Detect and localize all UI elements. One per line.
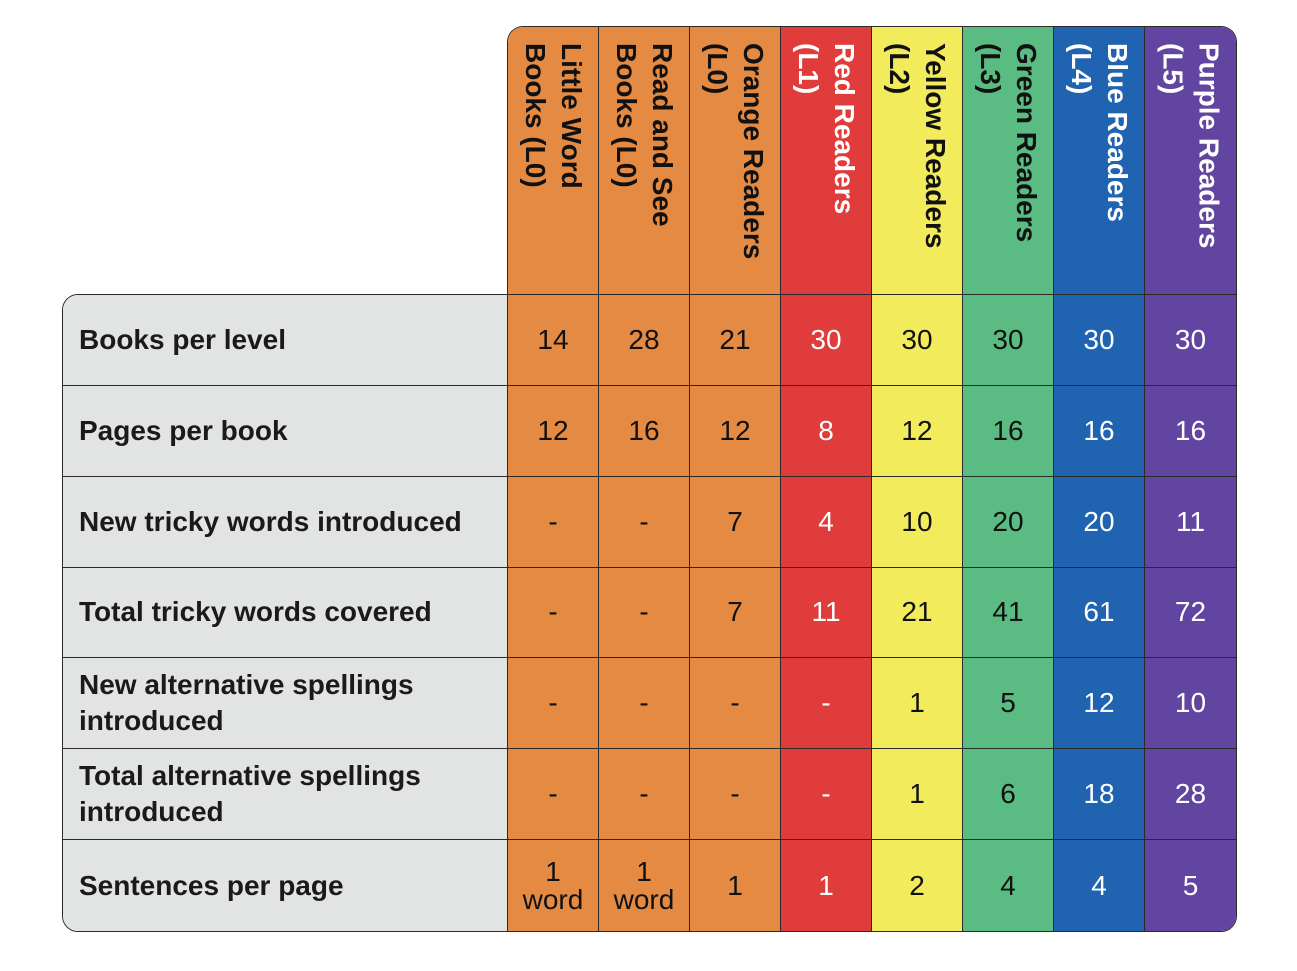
table-cell: 1: [872, 749, 963, 840]
row-label: New alternative spellings introduced: [63, 658, 508, 749]
column-header-label: Yellow Readers (L2): [884, 43, 951, 249]
table-cell: -: [508, 658, 599, 749]
table-cell: 12: [872, 386, 963, 477]
table-cell: -: [599, 568, 690, 659]
table-cell: -: [508, 568, 599, 659]
column-header-red-readers: [781, 27, 872, 294]
table-cell: 14: [508, 295, 599, 386]
column-header-read-and-see-books: [599, 27, 690, 294]
table-cell: 21: [690, 295, 781, 386]
column-header-green-readers: [963, 27, 1054, 294]
table-cell: 12: [508, 386, 599, 477]
table-cell: -: [690, 749, 781, 840]
column-header-label: Purple Readers (L5): [1157, 43, 1225, 249]
table-cell: 16: [963, 386, 1054, 477]
table-cell: 41: [963, 568, 1054, 659]
table-cell: -: [599, 658, 690, 749]
table-cell: 30: [963, 295, 1054, 386]
table-cell: -: [781, 749, 872, 840]
column-header-blue-readers: [1054, 27, 1145, 294]
table-cell: -: [599, 749, 690, 840]
table-cell: 1 word: [508, 840, 599, 931]
table-cell: 20: [963, 477, 1054, 568]
column-header-yellow-readers: [872, 27, 963, 294]
table-cell: -: [599, 477, 690, 568]
table-cell: 18: [1054, 749, 1145, 840]
column-header-label: Little Word Books (L0): [520, 43, 587, 189]
table-cell: 30: [872, 295, 963, 386]
table-cell: 8: [781, 386, 872, 477]
table-cell: 5: [963, 658, 1054, 749]
table-cell: 1: [872, 658, 963, 749]
column-header-orange-readers: [690, 27, 781, 294]
table-cell: 7: [690, 477, 781, 568]
table-cell: 4: [781, 477, 872, 568]
table-cell: 7: [690, 568, 781, 659]
table-cell: 10: [872, 477, 963, 568]
table-cell: 12: [690, 386, 781, 477]
column-header-label: Green Readers (L3): [975, 43, 1042, 243]
row-label: Books per level: [63, 295, 508, 386]
table-cell: 16: [1054, 386, 1145, 477]
table-cell: 6: [963, 749, 1054, 840]
table-cell: 1: [781, 840, 872, 931]
row-label: Pages per book: [63, 386, 508, 477]
table-cell: 1 word: [599, 840, 690, 931]
column-header-label: Orange Readers (L0): [702, 43, 769, 260]
table-cell: 30: [781, 295, 872, 386]
table-cell: 16: [599, 386, 690, 477]
table-cell: -: [781, 658, 872, 749]
column-header-label: Red Readers (L1): [793, 43, 860, 215]
table-cell: 28: [599, 295, 690, 386]
row-label: Sentences per page: [63, 840, 508, 931]
table-cell: 30: [1054, 295, 1145, 386]
table-cell: 11: [781, 568, 872, 659]
reading-levels-table: [62, 294, 1237, 932]
table-cell: 20: [1054, 477, 1145, 568]
table-cell: 21: [872, 568, 963, 659]
table-cell: 4: [963, 840, 1054, 931]
table-cell: 5: [1145, 840, 1236, 931]
row-label: Total alternative spellings introduced: [63, 749, 508, 840]
table-cell: 28: [1145, 749, 1236, 840]
table-cell: 1: [690, 840, 781, 931]
column-header-purple-readers: [1145, 27, 1236, 294]
column-header-label: Blue Readers (L4): [1066, 43, 1133, 222]
row-label: Total tricky words covered: [63, 568, 508, 659]
table-cell: 4: [1054, 840, 1145, 931]
table-cell: 10: [1145, 658, 1236, 749]
table-cell: 2: [872, 840, 963, 931]
table-cell: -: [508, 749, 599, 840]
table-cell: 16: [1145, 386, 1236, 477]
table-cell: 11: [1145, 477, 1236, 568]
table-cell: 72: [1145, 568, 1236, 659]
column-header-little-word-books: [508, 27, 599, 294]
row-label: New tricky words introduced: [63, 477, 508, 568]
table-cell: 30: [1145, 295, 1236, 386]
column-header-label: Read and See Books (L0): [611, 43, 678, 227]
table-cell: 61: [1054, 568, 1145, 659]
table-cell: -: [690, 658, 781, 749]
table-cell: 12: [1054, 658, 1145, 749]
column-header-row: [507, 26, 1237, 294]
table-cell: -: [508, 477, 599, 568]
